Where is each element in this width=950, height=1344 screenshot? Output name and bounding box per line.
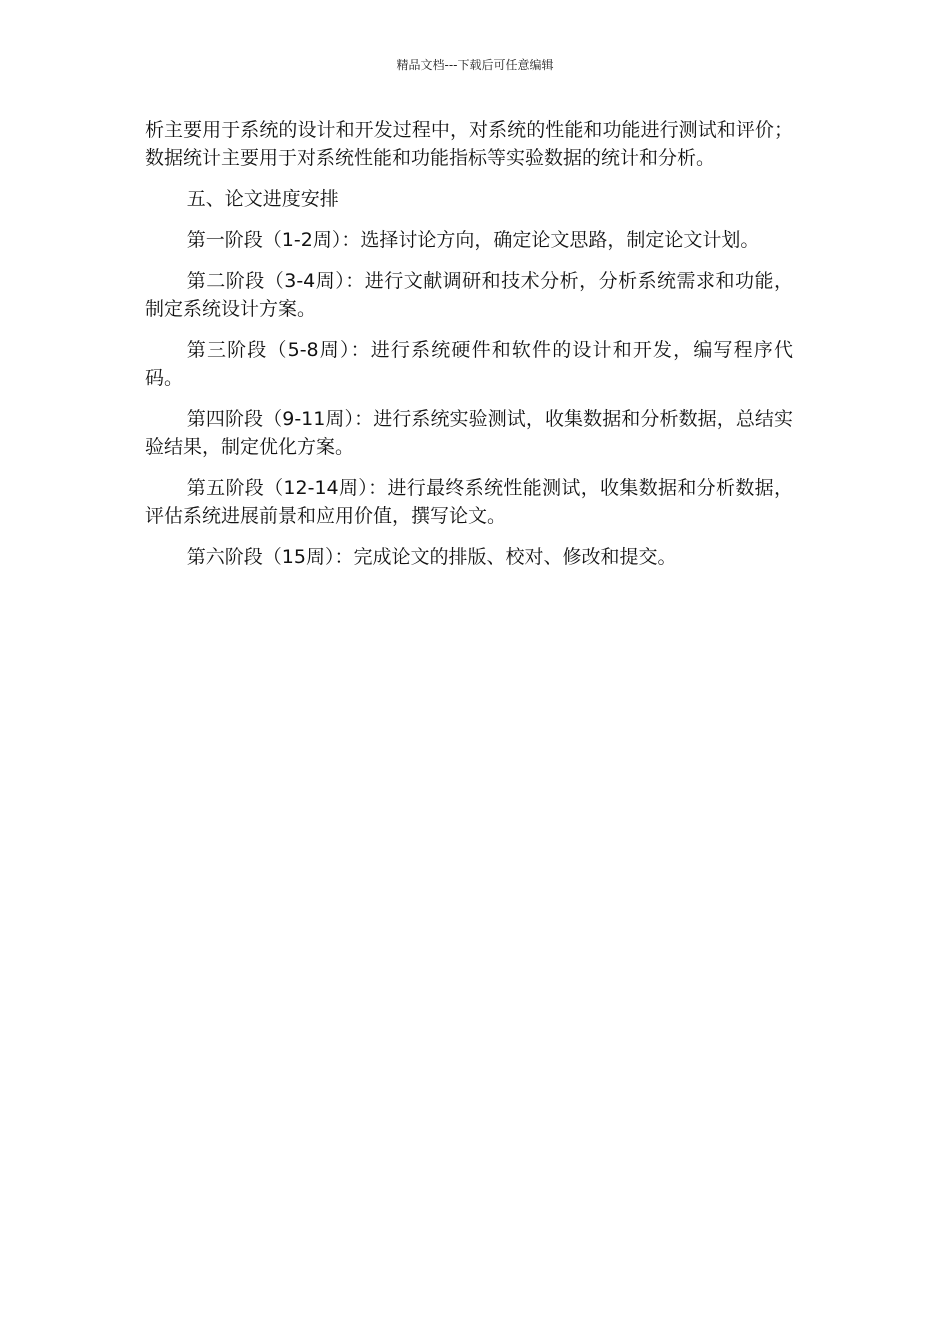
section-heading-schedule: 五、论文进度安排: [186, 188, 339, 210]
paragraph-stage-3: 第三阶段（5-8周）：进行系统硬件和软件的设计和开发，编写程序代码。: [145, 339, 793, 389]
paragraph-stage-1: 第一阶段（1-2周）：选择讨论方向，确定论文思路，制定论文计划。: [186, 229, 760, 251]
page-header: 精品文档---下载后可任意编辑: [396, 58, 554, 72]
paragraph-stage-6: 第六阶段（15周）：完成论文的排版、校对、修改和提交。: [186, 546, 677, 568]
paragraph-stage-5: 第五阶段（12-14周）：进行最终系统性能测试，收集数据和分析数据，评估系统进展前景和应用价值，撰写论文。: [145, 477, 793, 527]
paragraph-continuation: 析主要用于系统的设计和开发过程中，对系统的性能和功能进行测试和评价；数据统计主要用于对系统性能和功能指标等实验数据的统计和分析。: [145, 119, 793, 169]
paragraph-stage-2: 第二阶段（3-4周）：进行文献调研和技术分析，分析系统需求和功能，制定系统设计方案。: [145, 270, 793, 320]
paragraph-stage-4: 第四阶段（9-11周）：进行系统实验测试，收集数据和分析数据，总结实验结果，制定优化方案。: [145, 408, 793, 458]
document-body: [145, 116, 793, 584]
